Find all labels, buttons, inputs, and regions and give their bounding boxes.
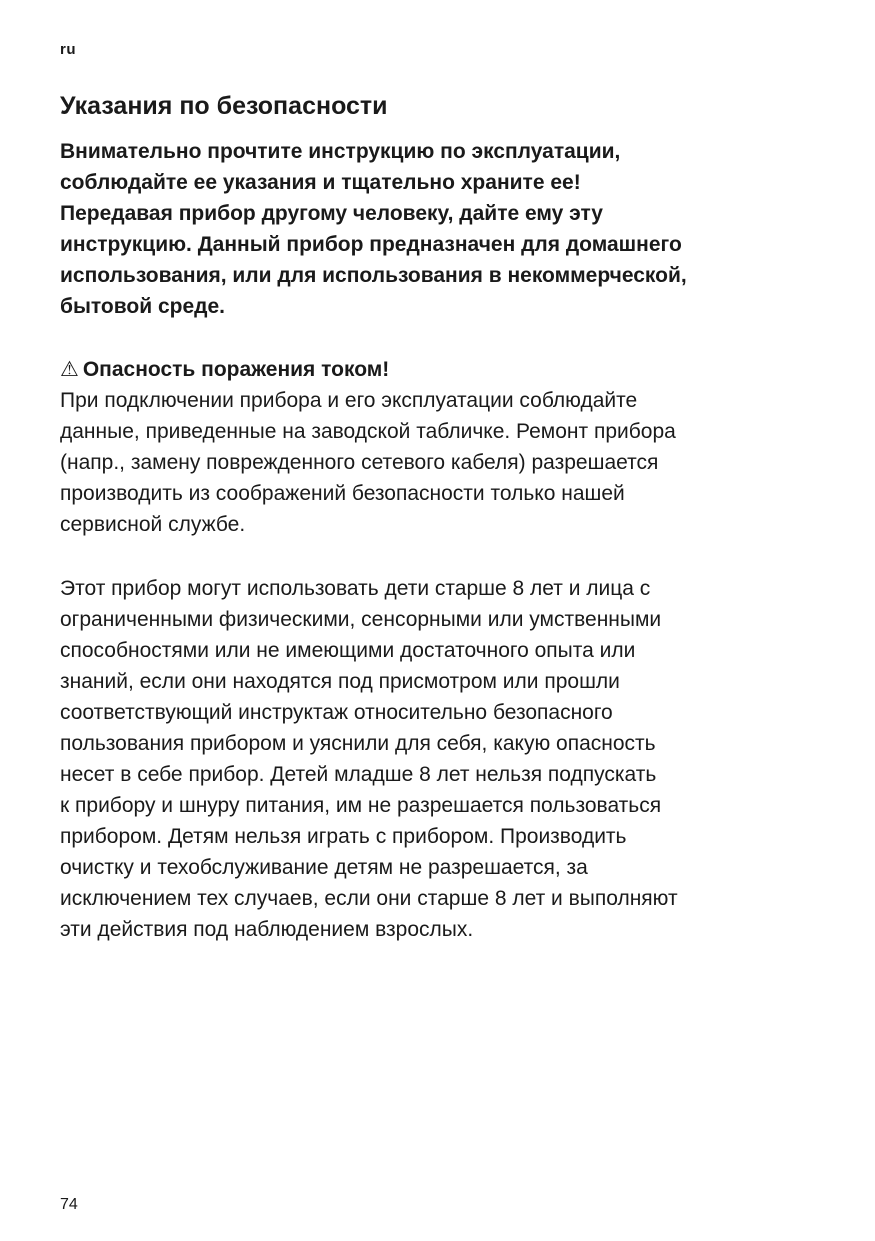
paragraph-line: эти действия под наблюдением взрослых. [60,918,474,941]
paragraph-line: исключением тех случаев, если они старше 8 лет и выполняют [60,887,678,910]
intro-line: использования, или для использования в некоммерческой, [60,264,687,287]
paragraph-line: пользования прибором и уяснили для себя, какую опасность [60,732,656,755]
paragraph-line: очистку и техобслуживание детям не разрешается, за [60,856,588,879]
intro-line: бытовой среде. [60,295,225,318]
warning-triangle-icon: ⚠ [60,358,79,381]
warning-title-text: Опасность поражения током! [82,358,390,381]
intro-paragraph [60,136,820,322]
intro-line: Передавая прибор другому человеку, дайте ему эту [60,202,603,225]
paragraph-line: к прибору и шнуру питания, им не разрешается пользоваться [60,794,662,817]
intro-line: инструкцию. Данный прибор предназначен для домашнего [60,233,682,256]
paragraph-line: несет в себе прибор. Детей младше 8 лет нельзя подпускать [60,763,657,786]
paragraph-line: прибором. Детям нельзя играть с прибором. Производить [60,825,627,848]
paragraph-line: способностями или не имеющими достаточного опыта или [60,639,636,662]
paragraph-line: производить из соображений безопасности только нашей [60,482,625,505]
warning-heading [60,354,389,385]
intro-line: Внимательно прочтите инструкцию по эксплуатации, [60,140,621,163]
paragraph-line: (напр., замену поврежденного сетевого кабеля) разрешается [60,451,659,474]
children-safety-paragraph [60,573,820,945]
electric-shock-paragraph [60,385,820,540]
paragraph-line: знаний, если они находятся под присмотром или прошли [60,670,620,693]
page-title: Указания по безопасности [60,92,388,120]
intro-line: соблюдайте ее указания и тщательно храните ее! [60,171,581,194]
language-code: ru [60,41,76,58]
paragraph-line: Этот прибор могут использовать дети старше 8 лет и лица с [60,577,651,600]
paragraph-line: сервисной службе. [60,513,246,536]
page-number: 74 [60,1196,78,1213]
paragraph-line: ограниченными физическими, сенсорными или умственными [60,608,662,631]
paragraph-line: При подключении прибора и его эксплуатации соблюдайте [60,389,638,412]
paragraph-line: соответствующий инструктаж относительно безопасного [60,701,613,724]
paragraph-line: данные, приведенные на заводской табличке. Ремонт прибора [60,420,676,443]
